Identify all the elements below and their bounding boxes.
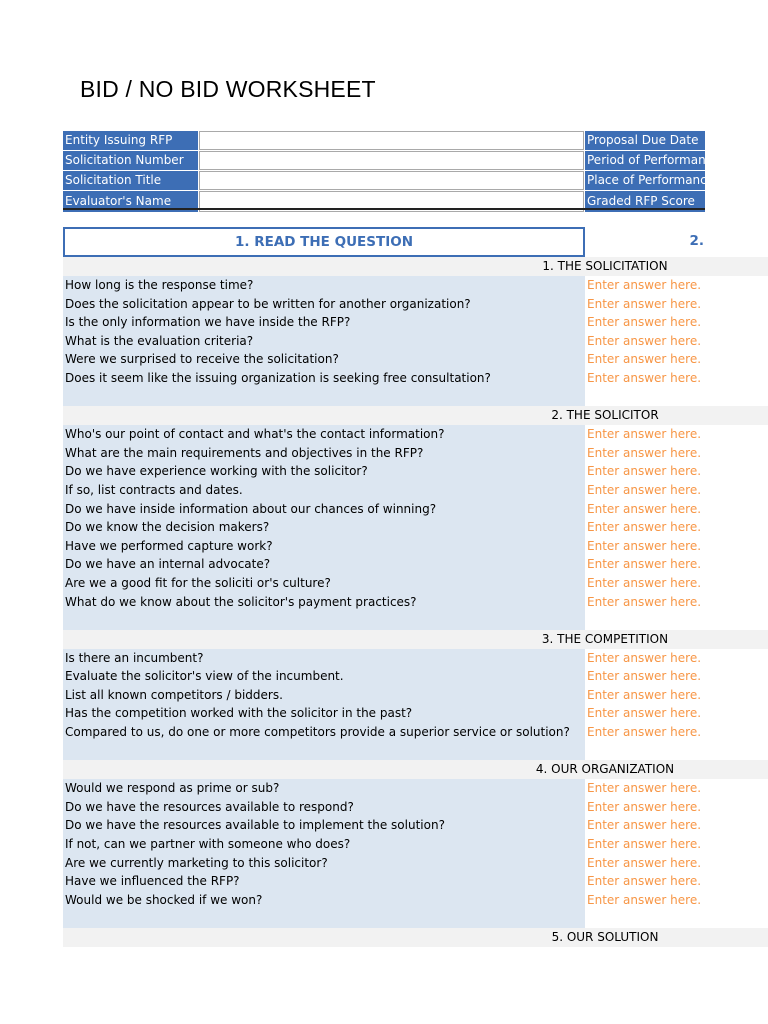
info-label: Solicitation Number <box>63 151 198 170</box>
question-row <box>63 574 768 593</box>
section-header-next: 2. <box>689 233 704 249</box>
question-text: What is the evaluation criteria? <box>63 332 585 351</box>
spacer-row <box>63 388 768 407</box>
question-row <box>63 891 768 910</box>
question-row <box>63 295 768 314</box>
question-text: Is the only information we have inside the RFP? <box>63 313 585 332</box>
answer-field[interactable]: Enter answer here. <box>587 520 702 535</box>
info-row <box>63 131 705 151</box>
question-row <box>63 500 768 519</box>
spacer-cell <box>63 611 585 630</box>
question-row <box>63 686 768 705</box>
question-row <box>63 872 768 891</box>
question-text: Do we have inside information about our chances of winning? <box>63 500 585 519</box>
answer-field[interactable]: Enter answer here. <box>587 296 702 311</box>
answer-field[interactable]: Enter answer here. <box>587 352 702 367</box>
answer-field[interactable]: Enter answer here. <box>587 594 702 609</box>
question-row <box>63 332 768 351</box>
spacer-cell <box>63 909 585 928</box>
answer-field[interactable]: Enter answer here. <box>587 333 702 348</box>
question-row <box>63 462 768 481</box>
question-row <box>63 444 768 463</box>
question-text: Have we influenced the RFP? <box>63 872 585 891</box>
question-text: What are the main requirements and objectives in the RFP? <box>63 444 585 463</box>
answer-field[interactable]: Enter answer here. <box>587 855 702 870</box>
question-row <box>63 369 768 388</box>
question-text: If so, list contracts and dates. <box>63 481 585 500</box>
answer-field[interactable]: Enter answer here. <box>587 464 702 479</box>
category-header <box>63 630 768 649</box>
section-header-read-question: 1. READ THE QUESTION <box>63 227 585 257</box>
question-text: Does the solicitation appear to be written for another organization? <box>63 295 585 314</box>
question-text: List all known competitors / bidders. <box>63 686 585 705</box>
question-row <box>63 667 768 686</box>
question-text: What do we know about the solicitor's payment practices? <box>63 593 585 612</box>
question-row <box>63 835 768 854</box>
spacer-row <box>63 909 768 928</box>
question-text: Evaluate the solicitor's view of the incumbent. <box>63 667 585 686</box>
category-title: 3. THE COMPETITION <box>541 631 669 646</box>
answer-field[interactable]: Enter answer here. <box>587 557 702 572</box>
info-label: Entity Issuing RFP <box>63 131 198 150</box>
question-text: Do we have the resources available to respond? <box>63 798 585 817</box>
question-text: Do we have an internal advocate? <box>63 555 585 574</box>
spacer-row <box>63 611 768 630</box>
question-row <box>63 723 768 742</box>
question-text: Does it seem like the issuing organization is seeking free consultation? <box>63 369 585 388</box>
info-label: Place of Performance <box>585 171 705 190</box>
question-row <box>63 350 768 369</box>
info-row <box>63 171 715 191</box>
question-row <box>63 313 768 332</box>
question-row <box>63 593 768 612</box>
answer-field[interactable]: Enter answer here. <box>587 482 702 497</box>
question-text: Would we be shocked if we won? <box>63 891 585 910</box>
answer-field[interactable]: Enter answer here. <box>587 538 702 553</box>
answer-field[interactable]: Enter answer here. <box>587 706 702 721</box>
info-label: Proposal Due Date <box>585 131 705 150</box>
question-row <box>63 276 768 295</box>
question-text: Are we currently marketing to this solicitor? <box>63 854 585 873</box>
question-list <box>63 257 768 947</box>
answer-field[interactable]: Enter answer here. <box>587 781 702 796</box>
solicitation-title-field[interactable] <box>199 171 584 190</box>
answer-field[interactable]: Enter answer here. <box>587 278 702 292</box>
question-row <box>63 816 768 835</box>
question-row <box>63 798 768 817</box>
spacer-cell <box>63 388 585 407</box>
answer-field[interactable]: Enter answer here. <box>587 445 702 460</box>
divider <box>63 208 705 210</box>
answer-field[interactable]: Enter answer here. <box>587 818 702 833</box>
category-header <box>63 760 768 779</box>
entity-issuing-rfp-field[interactable] <box>199 131 584 150</box>
question-row <box>63 555 768 574</box>
info-label: Evaluator's Name <box>63 191 198 212</box>
question-text: Has the competition worked with the solicitor in the past? <box>63 704 585 723</box>
worksheet-title: BID / NO BID WORKSHEET <box>80 76 376 102</box>
category-title: 4. OUR ORGANIZATION <box>535 762 675 777</box>
info-label: Period of Performance <box>585 151 705 170</box>
question-row <box>63 704 768 723</box>
answer-field[interactable]: Enter answer here. <box>587 837 702 852</box>
answer-field[interactable]: Enter answer here. <box>587 315 702 330</box>
info-row <box>63 151 720 171</box>
answer-field[interactable]: Enter answer here. <box>587 575 702 590</box>
spacer-row <box>63 742 768 761</box>
question-row <box>63 854 768 873</box>
question-text: If not, can we partner with someone who does? <box>63 835 585 854</box>
solicitation-number-field[interactable] <box>199 151 584 170</box>
answer-field[interactable]: Enter answer here. <box>587 669 702 684</box>
rfp-info-table <box>63 131 720 213</box>
question-row <box>63 537 768 556</box>
question-text: Do we have the resources available to implement the solution? <box>63 816 585 835</box>
category-title: 5. OUR SOLUTION <box>551 930 659 944</box>
question-text: Have we performed capture work? <box>63 537 585 556</box>
answer-field[interactable]: Enter answer here. <box>587 892 702 907</box>
question-row <box>63 481 768 500</box>
question-text: Do we have experience working with the solicitor? <box>63 462 585 481</box>
question-text: Do we know the decision makers? <box>63 518 585 537</box>
question-text: Compared to us, do one or more competitors provide a superior service or solution? <box>63 723 585 742</box>
answer-field[interactable]: Enter answer here. <box>587 725 702 740</box>
question-text: Would we respond as prime or sub? <box>63 779 585 798</box>
question-text: Is there an incumbent? <box>63 649 585 668</box>
answer-field[interactable]: Enter answer here. <box>587 370 702 385</box>
answer-field[interactable]: Enter answer here. <box>587 427 702 442</box>
question-row <box>63 425 768 444</box>
question-row <box>63 779 768 798</box>
category-header <box>63 928 768 947</box>
category-header <box>63 257 768 276</box>
question-text: Who's our point of contact and what's the contact information? <box>63 425 585 444</box>
question-row <box>63 649 768 668</box>
question-text: How long is the response time? <box>63 276 585 295</box>
question-text: Are we a good fit for the soliciti or's culture? <box>63 574 585 593</box>
category-title: 2. THE SOLICITOR <box>551 408 659 423</box>
spacer-cell <box>63 742 585 761</box>
answer-field[interactable]: Enter answer here. <box>587 687 702 702</box>
info-label: Graded RFP Score <box>585 191 705 212</box>
answer-field[interactable]: Enter answer here. <box>587 874 702 889</box>
answer-field[interactable]: Enter answer here. <box>587 799 702 814</box>
category-header <box>63 406 768 425</box>
category-title: 1. THE SOLICITATION <box>542 259 668 273</box>
info-label: Solicitation Title <box>63 171 198 190</box>
answer-field[interactable]: Enter answer here. <box>587 650 702 665</box>
answer-field[interactable]: Enter answer here. <box>587 501 702 516</box>
question-row <box>63 518 768 537</box>
question-text: Were we surprised to receive the solicitation? <box>63 350 585 369</box>
